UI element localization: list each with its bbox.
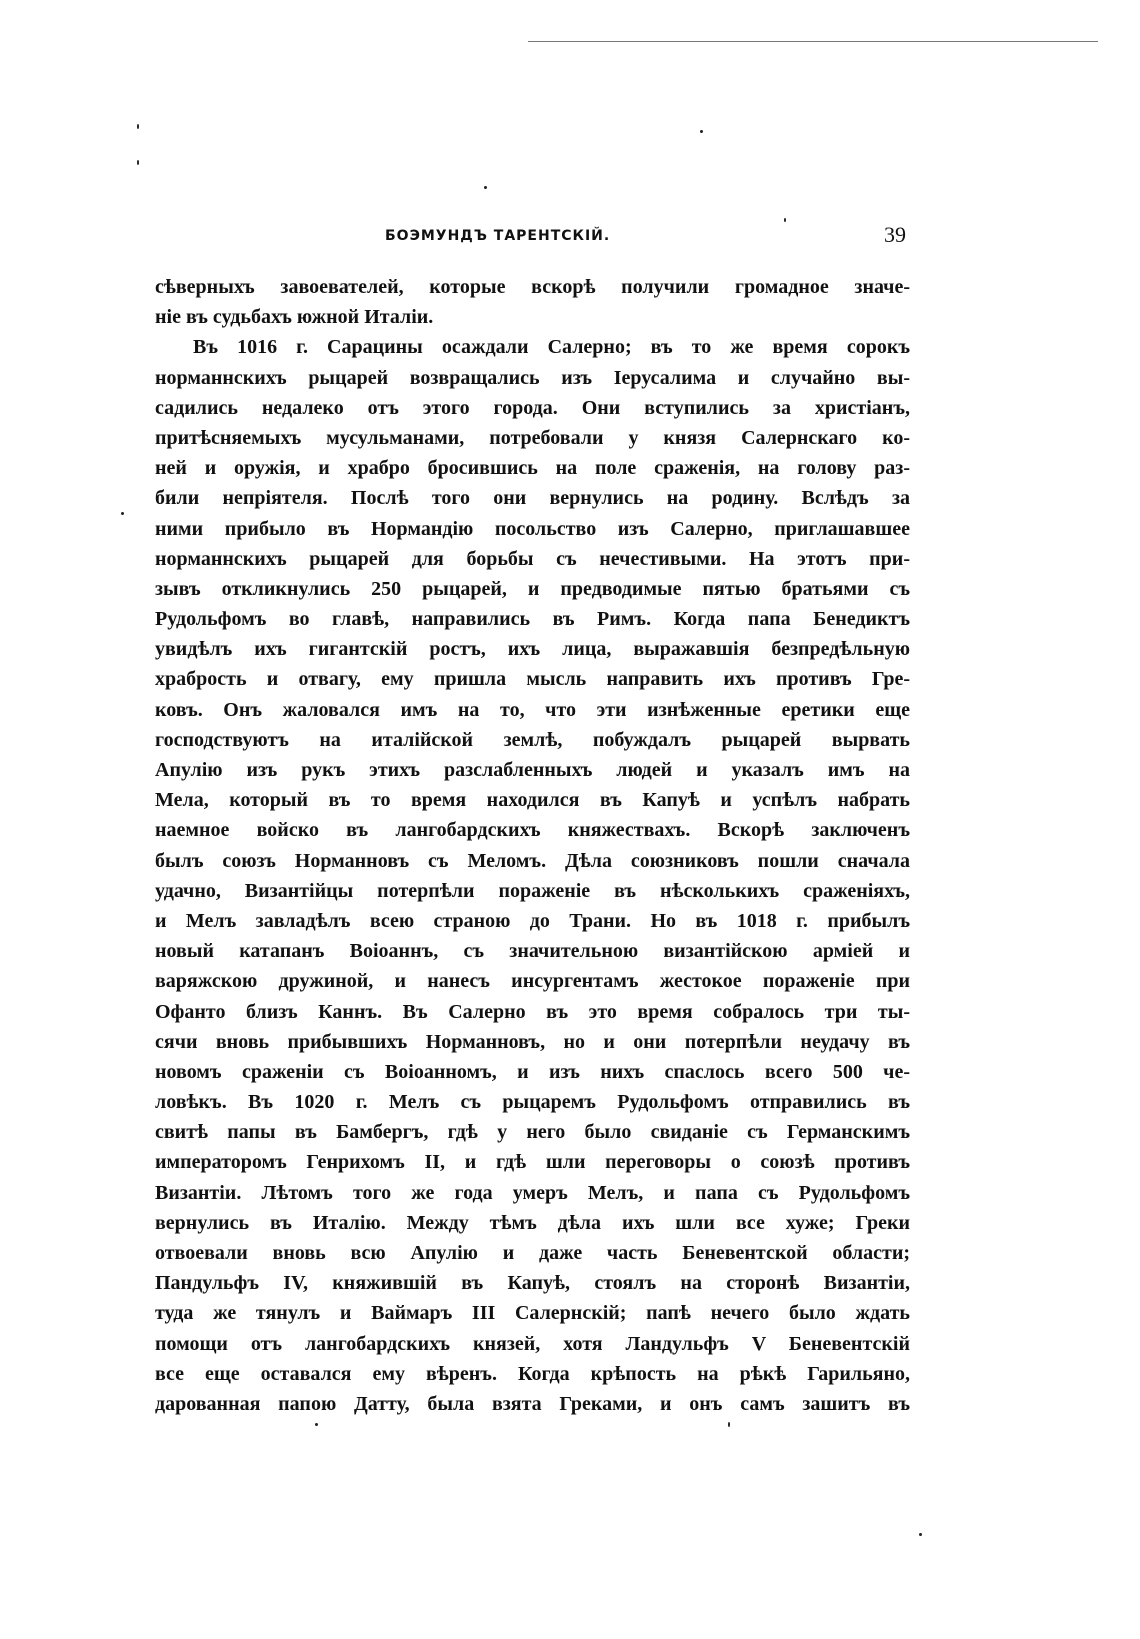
text-line: били непріятеля. Послѣ того они вернулись на родину. Вслѣдъ за [155,487,910,510]
text-line: ней и оружія, и храбро бросившись на поле сраженія, на голову раз- [155,457,910,480]
text-line: Византіи. Лѣтомъ того же года умеръ Мелъ, и папа съ Рудольфомъ [155,1181,910,1204]
text-line: новомъ сраженіи съ Воіоанномъ, и изъ нихъ спаслось всего 500 че- [155,1060,910,1083]
text-line: господствуютъ на италійской землѣ, побуждалъ рыцарей вырвать [155,728,910,751]
text-line: притѣсняемыхъ мусульманами, потребовали у князя Салернскаго ко- [155,426,910,449]
text-line: варяжскою дружиной, и нанесъ инсургентамъ жестокое пораженіе при [155,970,910,993]
page-header [155,222,910,252]
text-line: былъ союзъ Норманновъ съ Меломъ. Дѣла союзниковъ пошли сначала [155,849,910,872]
text-line: императоромъ Генрихомъ II, и гдѣ шли переговоры о союзѣ противъ [155,1151,910,1174]
text-line: все еще оставался ему вѣренъ. Когда крѣпость на рѣкѣ Гарильяно, [155,1362,910,1385]
text-line: Въ 1016 г. Сарацины осаждали Салерно; въ то же время сорокъ [193,336,910,359]
scan-speck [121,512,124,515]
text-line: новый катапанъ Воіоаннъ, съ значительною византійскою арміей и [155,940,910,963]
text-line: Апулію изъ рукъ этихъ разслабленныхъ людей и указалъ имъ на [155,759,910,781]
top-rule [528,41,1098,42]
text-line: ловѣкъ. Въ 1020 г. Мелъ съ рыцаремъ Рудольфомъ отправились въ [155,1091,910,1114]
text-line: ними прибыло въ Нормандію посольство изъ Салерно, приглашавшее [155,517,910,540]
page-number: 39 [884,222,906,247]
text-line: ніе въ судьбахъ южной Италіи. [155,306,434,329]
text-line: Мела, который въ то время находился въ Капуѣ и успѣлъ набрать [155,789,910,812]
text-line: Офанто близъ Каннъ. Въ Салерно въ это время собралось три ты- [155,1000,910,1023]
scan-speck [315,1423,318,1426]
text-line: Пандульфъ IV, княжившій въ Капуѣ, стоялъ на сторонѣ Византіи, [155,1272,910,1295]
scan-speck [137,160,139,165]
text-line: удачно, Византійцы потерпѣли пораженіе въ нѣсколькихъ сраженіяхъ, [155,879,910,902]
text-line: ковъ. Онъ жаловался имъ на то, что эти изнѣженные еретики еще [155,698,910,721]
text-line: сячи вновь прибывшихъ Норманновъ, но и они потерпѣли неудачу въ [155,1030,910,1053]
scan-speck [137,124,139,129]
text-line: и Мелъ завладѣлъ всею страною до Трани. Но въ 1018 г. прибылъ [155,909,910,932]
text-line: норманнскихъ рыцарей возвращались изъ Іерусалима и случайно вы- [155,366,910,389]
text-line: Рудольфомъ во главѣ, направились въ Римъ. Когда папа Бенедиктъ [155,608,910,631]
scan-speck [700,130,703,133]
scan-speck [484,186,487,189]
text-line: дарованная папою Датту, была взята Греками, и онъ самъ зашитъ въ [155,1392,910,1415]
scan-speck [919,1533,922,1536]
scan-speck [728,1422,730,1427]
text-line: храбрость и отвагу, ему пришла мысль направить ихъ противъ Гре- [155,668,910,691]
text-line: помощи отъ лангобардскихъ князей, хотя Ландульфъ V Беневентскій [155,1332,910,1355]
text-line: вернулись въ Италію. Между тѣмъ дѣла ихъ шли все хуже; Греки [155,1211,910,1234]
text-line: норманнскихъ рыцарей для борьбы съ нечестивыми. На этотъ при- [155,547,910,570]
text-line: наемное войско въ лангобардскихъ княжествахъ. Вскорѣ заключенъ [155,819,910,842]
text-line: зывъ откликнулись 250 рыцарей, и предводимые пятью братьями съ [155,577,910,600]
text-line: сѣверныхъ завоевателей, которые вскорѣ получили громадное значе- [155,276,910,298]
text-line: свитѣ папы въ Бамбергъ, гдѣ у него было свиданіе съ Германскимъ [155,1121,910,1144]
text-line: садились недалеко отъ этого города. Они вступились за христіанъ, [155,396,910,419]
text-line: увидѣлъ ихъ гигантскій ростъ, ихъ лица, выражавшія безпредѣльную [155,638,910,661]
body-text [155,272,910,1419]
text-line: туда же тянулъ и Ваймаръ III Салернскій; папѣ нечего было ждать [155,1302,910,1325]
text-line: отвоевали вновь всю Апулію и даже часть Беневентской области; [155,1242,910,1264]
running-head: БОЭМУНДЪ ТАРЕНТСКІЙ. [385,228,611,244]
